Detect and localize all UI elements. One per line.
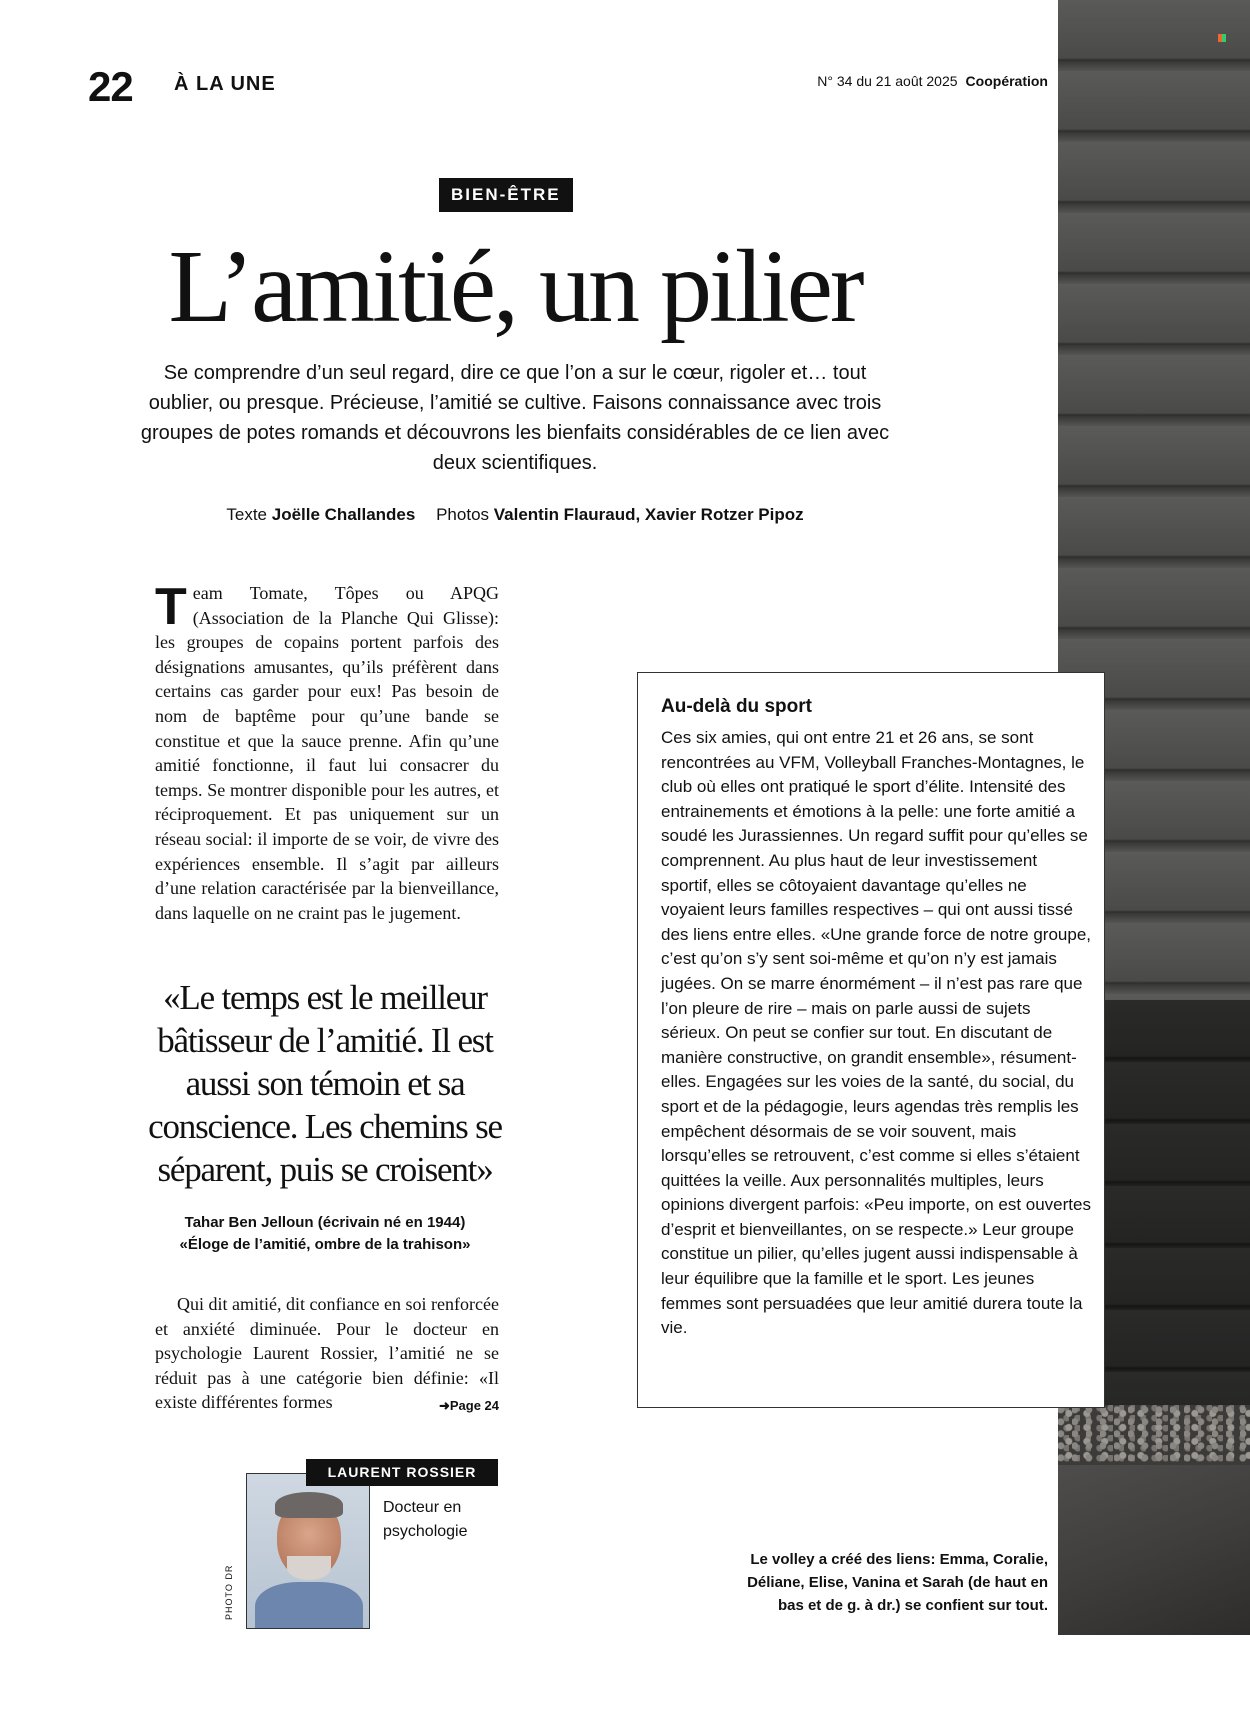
text-author: Joëlle Challandes [271,505,416,524]
article-credits [100,505,930,525]
photo-gravel [1058,1405,1250,1465]
category-tag: BIEN-ÊTRE [439,178,573,212]
body-text-2: Qui dit amitié, dit confiance en soi renforcée et anxiété diminuée. Pour le docteur en psychologie Laurent Rossier, l’amitié ne se réduit pas à une catégorie bien définie: «Il existe différentes formes [155,1294,499,1413]
body-paragraph-1 [155,578,499,925]
photo-caption: Le volley a créé des liens: Emma, Coralie, Déliane, Elise, Vanina et Sarah (de haut en bas et de g. à dr.) se confient sur tout. [747,1551,1048,1614]
sidebar-text: Ces six amies, qui ont entre 21 et 26 ans, se sont rencontrées au VFM, Volleyball Franches-Montagnes, le club où elles ont pratiqué le sport d’élite. Intensité des entrainements et émotions à la pelle: une forte amitié a soudé les Jurassiennes. Un regard suffit pour qu’elles se comprennent. Au plus haut de leur investissement sportif, elles se côtoyaient davantage qu’elles ne voyaient leurs familles respectives – qui ont aussi tissé des liens entre elles. «Une grande force de notre groupe, c’est qu’on s’y sent soi-même et qu’on n’y est jamais jugées. On se marre énormément – il n’est pas rare que l’on pleure de rire – mais on parle aussi de sujets sérieux. On peut se confier sur tout. En discutant de manière constructive, on grandit ensemble», résument-elles. Engagées sur les voies de la santé, du social, du sport et de la pédagogie, leurs agendas très remplis les empêchent désormais de se voir souvent, mais lorsqu’elles se retrouvent, c’est comme si elles s’étaient quittées la veille. Aux personnalités multiples, leurs opinions divergent parfois: «Peu importe, on est ouvertes d’esprit et bienveillantes, on se respecte.» Leur groupe constitue un pilier, qu’elles jugent aussi indispensable à leur équilibre que la famille et le sport. Les jeunes femmes sont persuadées que leur amitié durera toute la vie. [661,728,1091,1338]
portrait-shirt [255,1582,363,1629]
body-paragraph-2 [155,1292,499,1419]
portrait-beard [287,1556,331,1580]
portrait-photo-credit: PHOTO DR [224,1564,234,1620]
publication-name: Coopération [965,73,1048,89]
page-number: 22 [88,63,133,110]
pull-quote: «Le temps est le meilleur bâtisseur de l’amitié. Il est aussi son témoin et sa conscience. Les chemins se séparent, puis se croisent» [148,978,502,1189]
portrait-name: LAURENT ROSSIER [306,1459,498,1486]
portrait-photo [246,1473,370,1629]
photo-authors: Valentin Flauraud, Xavier Rotzer Pipoz [493,505,804,524]
photo-label: Photos [436,505,490,524]
body-text-1: eam Tomate, Tôpes ou APQG (Association de la Planche Qui Glisse): les groupes de copains portent parfois des désignations amusantes, qu’ils préfèrent dans certains cas garder pour eux! Pas besoin de nom de baptême pour qu’une bande se constitue et que la sauce prenne. Afin qu’une amitié fonctionne, il faut lui consacrer du temps. Se montrer disponible pour les autres, et réciproquement. Et pas uniquement sur un réseau social: il importe de se voir, de vivre des expériences ensemble. Il s’agit par ailleurs d’une relation caractérisée par la bienveillance, dans laquelle on ne craint pas le jugement. [155,583,499,923]
dropcap: T [155,578,187,636]
quote-author: Tahar Ben Jelloun (écrivain né en 1944) [184,1214,466,1231]
sidebar-title: Au-delà du sport [661,696,812,717]
article-lead: Se comprendre d’un seul regard, dire ce que l’on a sur le cœur, rigoler et… tout oublier, ou presque. Précieuse, l’amitié se cultive. Faisons connaissance avec trois groupes de potes romands et découvrons les bienfaits considérables de ce lien avec deux scientifiques. [140,362,890,474]
quote-attribution [130,1212,520,1256]
photo-ground [1058,1465,1250,1635]
quote-source: «Éloge de l’amitié, ombre de la trahison» [179,1236,471,1253]
portrait-role: Docteur en psychologie [383,1499,468,1540]
text-label: Texte [226,505,267,524]
color-mark-icon [1218,34,1226,42]
portrait-hair [275,1492,343,1518]
issue-number: N° 34 du 21 août 2025 [817,73,958,89]
issue-info [817,73,1048,89]
section-title: À LA UNE [174,73,276,95]
article-title: L’amitié, un pilier [168,229,862,344]
page-reference-link[interactable]: ➜Page 24 [438,1398,499,1414]
